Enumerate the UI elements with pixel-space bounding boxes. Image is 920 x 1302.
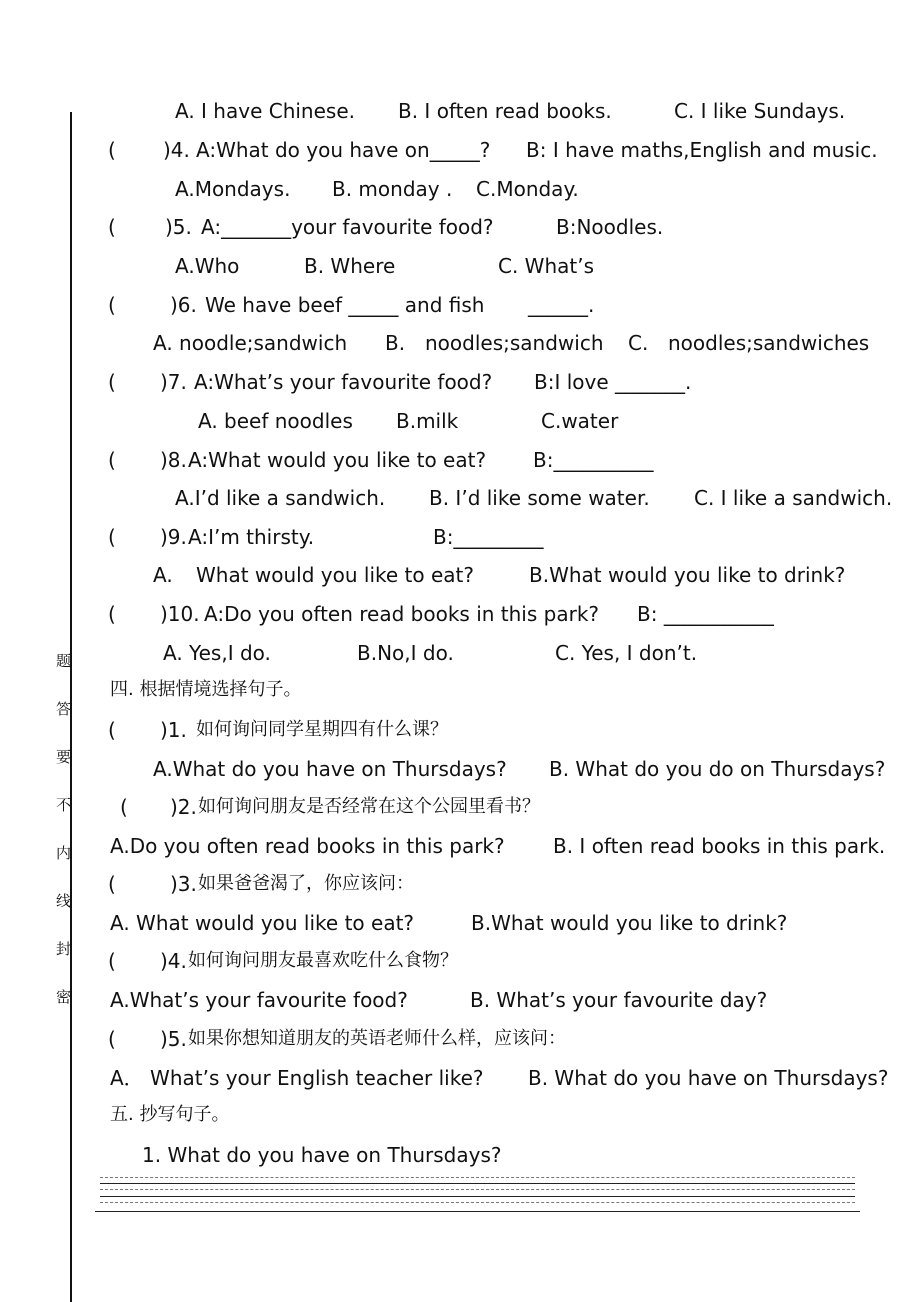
question-answer: ______. (528, 293, 595, 317)
question-text: A:What’s your favourite food? (194, 370, 493, 394)
writing-line (100, 1196, 855, 1197)
answer-paren: ( (108, 293, 116, 317)
option-text: C. I like Sundays. (674, 99, 846, 123)
question-text: A:What do you have on_____? (196, 138, 491, 162)
margin-char: 题 (56, 652, 72, 670)
question-text: A:Do you often read books in this park? (204, 602, 600, 626)
answer-paren: ( (108, 872, 116, 896)
margin-char: 答 (56, 700, 72, 718)
margin-char: 封 (56, 940, 72, 958)
question-number: )2. (170, 795, 197, 819)
option-text: C. What’s (498, 254, 595, 278)
option-text: B. Where (304, 254, 396, 278)
question-number: )5. (160, 1027, 187, 1051)
option-text: A. beef noodles (198, 409, 353, 433)
option-text: B. monday . (332, 177, 453, 201)
option-text: A． What’s your English teacher like? (110, 1066, 484, 1090)
margin-char: 线 (56, 892, 72, 910)
option-text: C. I like a sandwich. (694, 486, 893, 510)
option-text: A. I have Chinese. (175, 99, 355, 123)
option-text: B. What do you do on Thursdays? (549, 757, 886, 781)
margin-char: 要 (56, 748, 72, 766)
answer-paren: ( (108, 949, 116, 973)
option-text: A.Do you often read books in this park? (110, 834, 505, 858)
option-text: B. What do you have on Thursdays? (528, 1066, 889, 1090)
question-number: )7. (160, 370, 187, 394)
option-text: A.What’s your favourite food? (110, 988, 408, 1012)
answer-paren: ( (108, 448, 116, 472)
answer-paren: ( (108, 718, 116, 742)
answer-paren: ( (108, 602, 116, 626)
option-text: A.Who (175, 254, 240, 278)
question-text: We have beef _____ and fish (205, 293, 485, 317)
answer-paren: ( (108, 138, 116, 162)
answer-paren: ( (108, 215, 116, 239)
option-text: A.I’d like a sandwich. (175, 486, 386, 510)
question-answer: B:_________ (433, 525, 544, 549)
writing-line (95, 1211, 860, 1212)
writing-line (100, 1202, 855, 1203)
writing-line (100, 1189, 855, 1190)
question-prompt: 如果爸爸渴了，你应该问： (198, 873, 414, 894)
option-text: B. What’s your favourite day? (470, 988, 768, 1012)
option-text: A. What would you like to eat? (110, 911, 415, 935)
question-number: )9. (160, 525, 187, 549)
question-number: )3. (170, 872, 197, 896)
margin-char: 内 (56, 844, 72, 862)
writing-line (100, 1177, 855, 1178)
option-text: C. (628, 331, 649, 355)
question-number: )5. (165, 215, 192, 239)
question-number: )4. (160, 949, 187, 973)
question-prompt: 如何询问朋友最喜欢吃什么食物？ (188, 950, 458, 971)
question-answer: B:__________ (533, 448, 654, 472)
margin-char: 密 (56, 988, 72, 1006)
option-text: A.What do you have on Thursdays? (153, 757, 507, 781)
option-text: B.No,I do. (357, 641, 454, 665)
answer-paren: ( (108, 525, 116, 549)
option-text: B. I’d like some water. (429, 486, 650, 510)
question-prompt: 如何询问同学星期四有什么课？ (196, 719, 448, 740)
question-answer: B: ___________ (637, 602, 774, 626)
answer-paren: ( (108, 1027, 116, 1051)
option-text: A. Yes,I do. (163, 641, 271, 665)
question-number: )6. (170, 293, 197, 317)
option-text: B. I often read books. (398, 99, 612, 123)
question-number: )1. (160, 718, 187, 742)
section-title: 五. 抄写句子。 (110, 1104, 230, 1125)
option-text: noodles;sandwiches (668, 331, 870, 355)
question-text: A:What would you like to eat? (188, 448, 487, 472)
question-prompt: 如何询问朋友是否经常在这个公园里看书？ (198, 796, 540, 817)
option-text: B. (385, 331, 406, 355)
section-title: 四. 根据情境选择句子。 (110, 679, 302, 700)
question-number: )8. (160, 448, 187, 472)
option-text: C. Yes, I don’t. (555, 641, 698, 665)
option-text: B.What would you like to drink? (529, 563, 846, 587)
question-text: A:I’m thirsty. (188, 525, 315, 549)
question-prompt: 如果你想知道朋友的英语老师什么样，应该问： (188, 1028, 566, 1049)
question-text: A:_______your favourite food? (201, 215, 494, 239)
option-text: B.What would you like to drink? (471, 911, 788, 935)
option-text: C.water (541, 409, 619, 433)
question-number: )10. (160, 602, 200, 626)
option-text: A.Mondays. (175, 177, 291, 201)
option-text: B. I often read books in this park. (553, 834, 886, 858)
question-answer: B:I love _______. (534, 370, 692, 394)
option-text: noodles;sandwich (425, 331, 604, 355)
option-text: A. (153, 563, 173, 587)
question-number: )4. (163, 138, 190, 162)
question-answer: B: I have maths,English and music. (526, 138, 878, 162)
writing-line (100, 1183, 855, 1184)
option-text: B.milk (396, 409, 459, 433)
option-text: C.Monday. (476, 177, 579, 201)
option-text: A. noodle;sandwich (153, 331, 348, 355)
margin-char: 不 (56, 796, 72, 814)
answer-paren: ( (120, 795, 128, 819)
question-answer: B:Noodles. (556, 215, 664, 239)
answer-paren: ( (108, 370, 116, 394)
copy-sentence: 1. What do you have on Thursdays? (142, 1143, 502, 1167)
option-text: What would you like to eat? (196, 563, 474, 587)
